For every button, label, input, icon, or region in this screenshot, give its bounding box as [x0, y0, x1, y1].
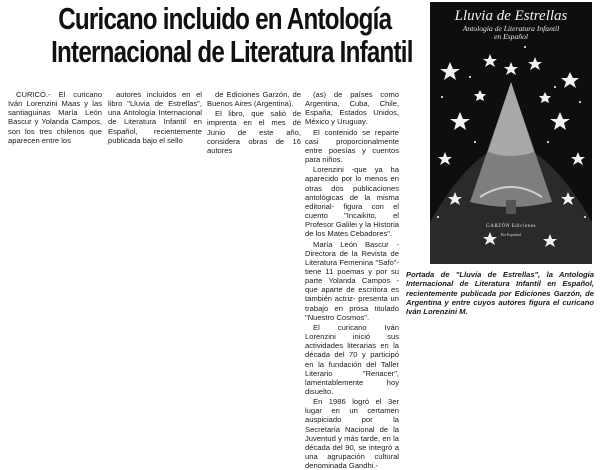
- column-4-paragraph: María León Bascur - Directora de la Revista de Literatura Femenina "Safo"- tiene 11 poemas y por su parte Yolanda Campos -que aparte de escritora es también actriz- presenta un trabajo en prosa titulado "Nuestro Cosmos".: [305, 239, 399, 322]
- column-1-text: CURICÓ.- El curicano Iván Lorenzini Maas y las santiaguinas María León Bascur y Yolanda Campos, son los tres chilenos que aparecen entre los: [8, 90, 102, 145]
- column-4-paragraph: En 1986 logró el 3er lugar en un certamen auspiciado por la Secretaría Nacional de la Juventud y más tarde, en la década del 90, se integró a una agrupación cultural denominada Gandhi.-: [305, 397, 399, 470]
- cover-publisher: GARZÓN Ediciones: [486, 224, 536, 229]
- cover-title: Lluvia de Estrellas: [454, 8, 568, 24]
- column-4-paragraph: El curicano Iván Lorenzini inició sus actividades literarias en la década del 70 y participó en la fundación del Taller Literario "Renacer", lamentablemente hoy disuelto.: [305, 322, 399, 396]
- headline: [8, 1, 413, 69]
- headline-line-2: Internacional de Literatura Infantil: [51, 34, 413, 69]
- article-column-3: [207, 90, 301, 160]
- cover-subtitle: Antología de Literatura Infantil: [462, 24, 560, 33]
- column-3-text-b: El libro, que salió de imprenta en el mes de Junio de este año, considera obras de 16 autores: [207, 109, 301, 155]
- column-3-text-a: de Ediciones Garzón, de Buenos Aires (Argentina).: [207, 90, 301, 109]
- photo-caption: Portada de "Lluvia de Estrellas", la Antología Internacional de Literatura Infantil en Español, recientemente publicada por Ediciones Garzón, de Argentina y entre cuyos autores figura el curicano Iván Lorenzini M.: [406, 270, 594, 317]
- column-4-paragraph: El contenido se reparte casi proporcionalmente entre poesías y cuentos para niños.: [305, 127, 399, 165]
- column-2-text: autores incluidos en el libro "Lluvia de Estrellas", una Antología Internacional de Literatura Infantil en Español, recientemente publicada bajo el sello: [108, 90, 202, 145]
- cover-subtitle-2: en Español: [494, 32, 528, 41]
- article-column-1: [8, 90, 102, 160]
- book-cover-photo: [430, 2, 592, 264]
- column-4-paragraph: (as) de países como Argentina, Cuba, Chile, España, Estados Unidos, México y Uruguay.: [305, 90, 399, 127]
- headline-line-1: Curicano incluido en Antología: [58, 1, 392, 36]
- article-column-2: [108, 90, 202, 160]
- cover-publisher-line-2: En Español: [500, 232, 522, 237]
- column-4-paragraph: Lorenzini -que ya ha aparecido por lo menos en otras dos publicaciones antológicas de la misma editorial- figura con el cuento "Incaikito, el Profesor Galilei y la Historia de los Mates Cebadores".: [305, 165, 399, 239]
- article-column-4: [305, 90, 399, 470]
